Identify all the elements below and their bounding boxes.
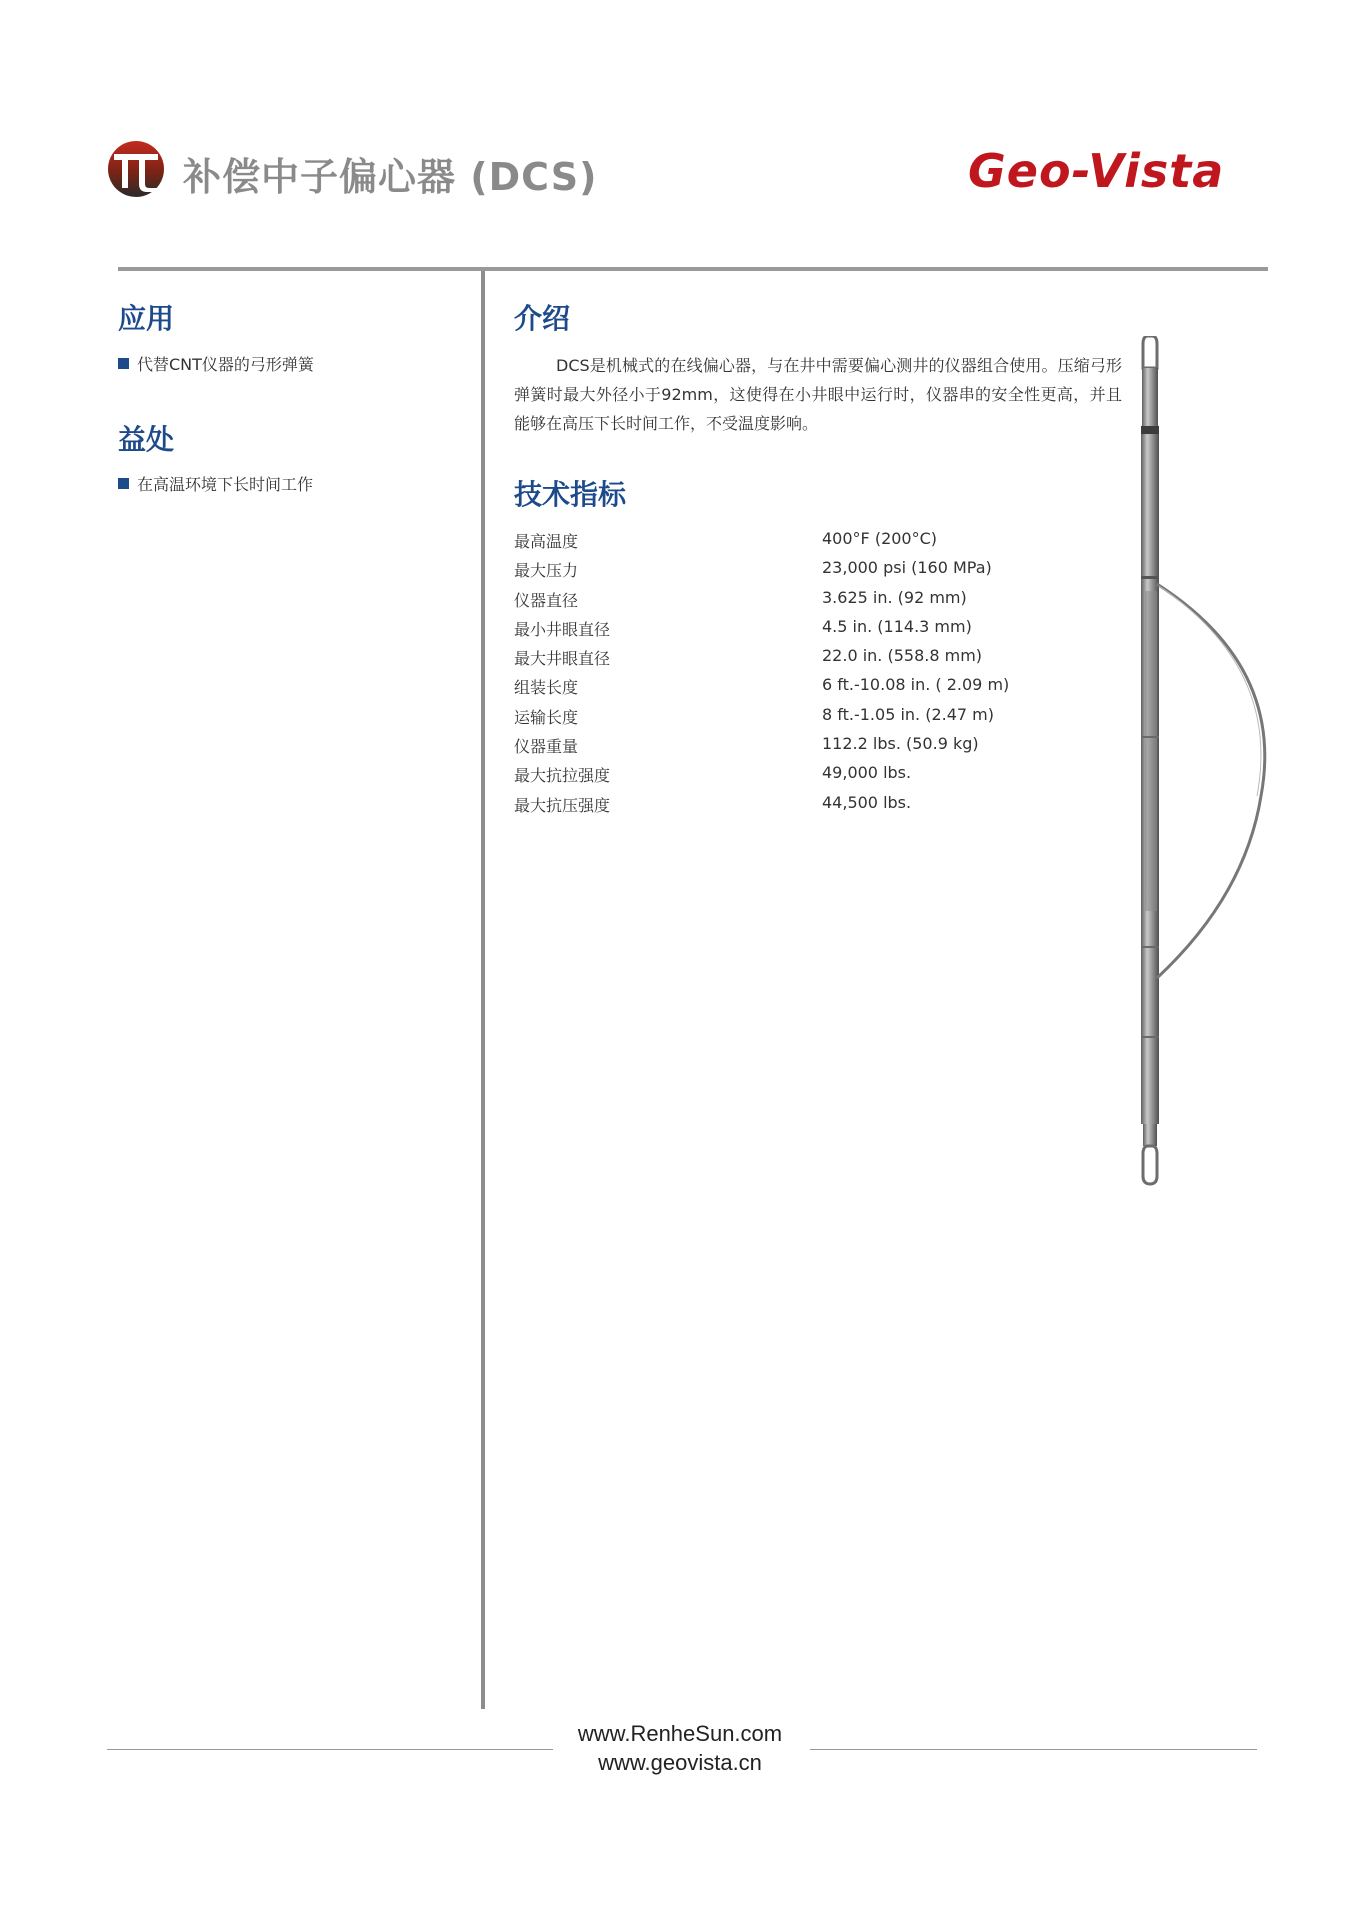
spec-row <box>514 583 1014 612</box>
spec-value: 23,000 psi (160 MPa) <box>822 558 992 578</box>
spec-label: 仪器直径 <box>514 590 579 610</box>
spec-row <box>514 729 1014 758</box>
header-divider <box>118 267 1268 271</box>
footer-url-geovista[interactable]: www.geovista.cn <box>598 1750 762 1775</box>
intro-heading: 介绍 <box>514 302 571 335</box>
dcs-tool-image <box>1135 336 1275 1216</box>
intro-paragraph: DCS是机械式的在线偏心器，与在井中需要偏心测井的仪器组合使用。压缩弓形弹簧时最大外径小于92mm，这使得在小井眼中运行时，仪器串的安全性更高，并且能够在高压下长时间工作，不受温度影响。 <box>514 356 1122 433</box>
spec-row <box>514 670 1014 699</box>
spec-label: 最大井眼直径 <box>514 649 611 669</box>
spec-value: 112.2 lbs. (50.9 kg) <box>822 734 979 754</box>
spec-row <box>514 758 1014 787</box>
application-heading: 应用 <box>118 302 175 335</box>
spec-value: 8 ft.-1.05 in. (2.47 m) <box>822 704 994 724</box>
geo-vista-brand-logo: Geo-Vista <box>968 144 1225 198</box>
spec-row <box>514 788 1014 817</box>
bullet-square-icon <box>118 358 129 369</box>
application-item-text: 代替CNT仪器的弓形弹簧 <box>137 355 314 374</box>
spec-row <box>514 524 1014 553</box>
company-logo-icon <box>107 140 165 198</box>
spec-label: 最小井眼直径 <box>514 619 611 639</box>
spec-label: 最大压力 <box>514 561 579 581</box>
spec-value: 4.5 in. (114.3 mm) <box>822 616 972 636</box>
spec-row <box>514 612 1014 641</box>
footer-url-renhesun[interactable]: www.RenheSun.com <box>577 1721 783 1746</box>
benefit-item <box>118 472 313 495</box>
application-item <box>118 352 314 375</box>
bullet-square-icon <box>118 478 129 489</box>
spec-value: 22.0 in. (558.8 mm) <box>822 646 983 666</box>
spec-label: 最大抗拉强度 <box>514 766 611 786</box>
document-title: 补偿中子偏心器 (DCS) <box>183 155 598 199</box>
spec-row <box>514 700 1014 729</box>
spec-label: 仪器重量 <box>514 737 579 757</box>
spec-row <box>514 641 1014 670</box>
spec-row <box>514 553 1014 582</box>
spec-label: 最高温度 <box>514 532 579 551</box>
spec-value: 44,500 lbs. <box>822 792 912 812</box>
benefit-heading: 益处 <box>118 423 175 456</box>
column-divider <box>481 271 485 1709</box>
spec-value: 3.625 in. (92 mm) <box>822 587 967 607</box>
spec-value: 400°F (200°C) <box>822 529 938 548</box>
spec-label: 运输长度 <box>514 707 579 727</box>
spec-label: 最大抗压强度 <box>514 795 611 815</box>
spec-heading: 技术指标 <box>514 478 627 511</box>
spec-label: 组装长度 <box>514 678 579 698</box>
spec-value: 49,000 lbs. <box>822 763 912 783</box>
spec-value: 6 ft.-10.08 in. ( 2.09 m) <box>822 675 1010 695</box>
benefit-item-text: 在高温环境下长时间工作 <box>137 475 314 494</box>
spec-table <box>514 524 1014 817</box>
